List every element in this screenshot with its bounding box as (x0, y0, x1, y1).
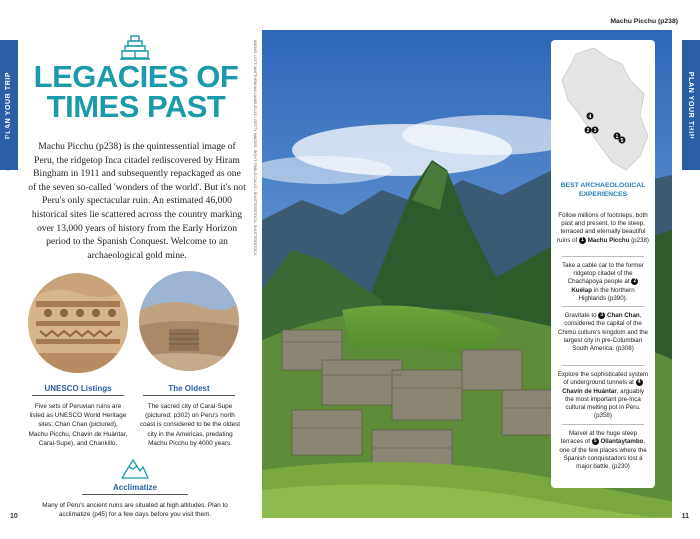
panel-item-chavin: Explore the sophisticated system of underground tunnels at 4 Chavín de Huántar, arguably the most important pre-Inca cultural melting pot in Peru. (p358) (557, 371, 649, 420)
temple-icon (119, 34, 151, 62)
panel-divider (562, 306, 644, 307)
panel-item-machu-picchu: Follow millions of footsteps, both past and present, to the steep, terraced and eternally beautiful ruins of 1 Machu Picchu (p238) (557, 212, 649, 244)
panel-item-kuelap: Take a cable car to the former ridgetop citadel of the Chachapoya people at 2 Kuélap in the Northern Highlands (p390). (562, 262, 644, 302)
oldest-text: The sacred city of Caral-Supe (pictured; p302) on Peru's north coast is considered to be the oldest city in the Americas, predating Machu Picchu by 4000 years. (139, 403, 241, 447)
map-marker-5: 5 (620, 138, 624, 144)
plan-your-trip-tab-right: PLAN YOUR TRIP (682, 40, 700, 170)
num-badge: 5 (592, 438, 599, 445)
acclimatize-text: Many of Peru's ancient ruins are situated at high altitudes. Plan to acclimatize (p45) for a few days before you visit them. (42, 502, 228, 519)
panel-divider (562, 365, 644, 366)
caral-supe-photo (139, 271, 239, 371)
chan-chan-photo (28, 273, 128, 373)
oldest-heading: The Oldest (168, 384, 210, 393)
map-marker-1: 1 (615, 134, 619, 140)
photo-credit: ABOVE: LEFT: MATTHEW WILLIAMS-ELLIS / GETTY IMAGES, RIGHT: PABLO CALLE / SHUTTERSTOCK, SHUTTERSTOCK (253, 40, 257, 256)
oldest-rule (143, 395, 235, 396)
our-picks-tab-left: OUR PICKS (5, 125, 13, 171)
intro-paragraph: Machu Picchu (p238) is the quintessential image of Peru, the ridgetop Inca citadel rediscovered by Hiram Bingham in 1911 and subsequently repackaged as one of the seven so-called 'wonders of the world'. But it's not Peru's only spectacular ruin. An estimated 46,000 historical sites lie scattered across the country marking over 13,000 years of history from the Early Horizon period to the Spanish Conquest. Welcome to an archaeological gold mine. (28, 141, 246, 261)
peru-map (556, 44, 652, 176)
page-title: LEGACIES OF TIMES PAST (33, 59, 239, 124)
our-picks-tab-right: OUR PICKS (687, 125, 695, 171)
mountain-icon (120, 456, 150, 480)
unesco-rule (32, 395, 124, 396)
num-badge: 1 (579, 237, 586, 244)
plan-your-trip-tab-left: PLAN YOUR TRIP (0, 40, 18, 170)
photo-reference: Machu Picchu (p238) (610, 18, 678, 25)
map-marker-3: 3 (593, 128, 597, 134)
panel-item-chan-chan: Gravitate to 3 Chan Chan, considered the capital of the Chimú culture's kingdom and the largest city in pre-Columbian South America. (p308) (558, 312, 648, 352)
panel-item-ollantaytambo: Marvel at the huge steep terraces of 5 Ollantaytambo, one of the few places where the Spanish conquistadors lost a major battle. (p230) (559, 430, 647, 470)
page-number-left: 10 (10, 513, 18, 520)
panel-divider (562, 256, 644, 257)
num-badge: 4 (636, 379, 643, 386)
acclimatize-rule (82, 494, 188, 495)
panel-heading: BEST ARCHAEOLOGICAL EXPERIENCES (560, 182, 646, 198)
num-badge: 2 (631, 278, 638, 285)
num-badge: 3 (598, 312, 605, 319)
panel-divider (562, 424, 644, 425)
map-marker-4: 4 (588, 114, 592, 120)
acclimatize-heading: Acclimatize (112, 483, 158, 492)
unesco-heading: UNESCO Listings (44, 384, 112, 393)
page-number-right: 11 (681, 513, 689, 520)
unesco-text: Five sets of Peruvian ruins are listed as UNESCO World Heritage sites: Chan Chan (pictured), Machu Picchu, Chavín de Huántar, Caral-Supe), and Chankillo. (28, 403, 128, 447)
map-marker-2: 2 (586, 128, 590, 134)
